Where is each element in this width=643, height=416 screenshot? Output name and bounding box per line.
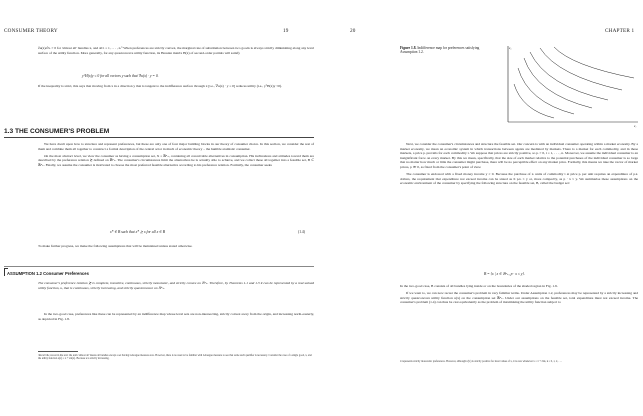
paragraph: If we want to, we can now recast the consumer's problem in very familiar terms. Under Assumption 1.2, preferences may be represented by a strictly increasing and strictly quasiconcave utility function u(x) on the consumption set ℝⁿ₊. Under our assumptions on the feasible set, total expenditure must not exceed income. The consumer's problem (1.4) can thus be cast equivalently as the problem of maximising the utility function subject to [400, 290, 638, 305]
paragraph: In the two-good case, B consists of all bundles lying inside or on the boundaries of the shaded region in Fig. 1.9. [400, 284, 558, 288]
paragraph: The consumer's preference relation ≿ is complete, transitive, continuous, strictly monotonic, and strictly convex on ℝⁿ₊. Therefore, by Theorems 1.1 and 1.3 it can be represented by a real-valued utility function, u, that is continuous, strictly increasing, and strictly quasiconcave on ℝⁿ₊. [38, 281, 314, 290]
section-rule [4, 137, 314, 138]
equation-budget-set: B = {x | x ∈ ℝⁿ₊, p · x ≤ y}. [484, 272, 525, 276]
paragraph: If the inequality is strict, this says that moving from x in a direction y that is tangent to the indifference surface through x [i.e., ∇u(x) · y = 0] reduces utility (i.e., yᵀH(x)y <0). [38, 84, 282, 88]
indifference-curve [518, 68, 574, 114]
right-body [400, 142, 638, 188]
running-title-right: CHAPTER 1 [605, 28, 635, 34]
paragraph: In the two-good case, preferences like these can be represented by an indifference map whose level sets are non-intersecting, strictly convex away from the origin, and increasing north-easterly, as depicted in Fig. 1.8. [38, 312, 314, 321]
indifference-curve [554, 47, 634, 78]
body-text-tangent [38, 84, 314, 91]
footnote-left: ⁵Recall the caveat in the text: the term 'almost all' means all bundles except a set having Lebesgue measure zero. However, there is no need to be familiar with Lebesgue measure to see that some such qualifier is necessary. Consider the case of a single good, x, and the utility function u(x) = x + sin(x). Because u is strictly increasing, [38, 354, 312, 361]
assumption-body [38, 281, 314, 293]
page-number-left: 19 [283, 28, 289, 34]
paragraph: We have dwelt upon how to structure and represent preferences, but these are only one of four major building blocks in our theory of consumer choice. In this section, we consider the rest of them and combine them all together to construct a formal description of the central actor in much of economic theory – the humble atomistic consumer. [38, 142, 314, 151]
indifference-curve [530, 52, 608, 100]
figure-label: Figure 1.8. [400, 46, 417, 50]
right-page [324, 0, 643, 416]
section-body [38, 142, 314, 170]
figure-caption [400, 46, 492, 55]
body-text-assumptions [38, 244, 314, 251]
paragraph: The consumer is endowed with a fixed money income y ≥ 0. Because the purchase of xᵢ units of commodity i at price pᵢ per unit requires an expenditure of pᵢxᵢ dollars, the requirement that expenditure not exceed income can be stated as Σ pᵢxᵢ ≤ y or, more compactly, as p · x ≤ y. We summarise these assumptions on the economic environment of the consumer by specifying the following structure on the feasible set, B, called the budget set: [400, 171, 638, 186]
assumption-heading: ASSUMPTION 1.2 Consumer Preferences [7, 271, 89, 276]
paragraph: To make further progress, we make the following assumptions that will be maintained unless stated otherwise. [38, 244, 193, 248]
page-number-right: 20 [350, 28, 356, 34]
footnote-right: it represents strictly monotonic preferences. However, although u'(x) is strictly positive for most values of x, it is zero whenever x = π + 2πk, k = 0, 1, 2, . . . [400, 360, 562, 363]
y-axis-label: x₂ [509, 46, 512, 50]
indifference-curve [540, 48, 622, 90]
left-page [0, 0, 318, 416]
figure-caption-text: Indifference map for preferences satisfying Assumption 1.2. [400, 46, 480, 55]
body-text-indifference [38, 312, 314, 324]
paragraph: Next, we consider the consumer's circumstances and structure the feasible set. Our concern is with an individual consumer operating within a market economy. By a market economy, we mean an economic system in which transactions between agents are mediated by markets. There is a market for each commodity, and in these markets, a price pᵢ prevails for each commodity i. We suppose that prices are strictly positive, so pᵢ > 0, i = 1, . . . , n. Moreover, we assume the individual consumer is an insignificant force on every market. By this we mean, specifically, that the size of each market relative to the potential purchases of the individual consumer is so large that no matter how much or little the consumer might purchase, there will be no perceptible effect on any market price. Formally, this means we take the vector of market prices, p ≫ 0, as fixed from the consumer's point of view. [400, 142, 638, 169]
equation-consumer-problem: x* ∈ B such that x* ≿ x for all x ∈ B [110, 230, 166, 234]
section-heading: 1.3 THE CONSUMER'S PROBLEM [4, 128, 110, 135]
equation-hessian: yᵀH(x)y ≤ 0 for all vectors y such that ∇u(x) · y = 0. [82, 74, 159, 78]
equation-number: (1.4) [298, 230, 305, 234]
paragraph: On the most abstract level, we view the consumer as having a consumption set, X = ℝⁿ₊, containing all conceivable alternatives in consumption. His inclinations and attitudes toward them are described by the preference relation ≿ defined on ℝⁿ₊. The consumer's circumstances limit the alternatives he is actually able to achieve, and we collect these all together into a feasible set, B ⊂ ℝⁿ₊. Finally, we assume the consumer is motivated to choose the most preferred feasible alternative according to his preference relation. Formally, the consumer seeks [38, 153, 314, 167]
body-text-top [38, 46, 314, 58]
right-body-lower [400, 284, 638, 307]
indifference-map-figure [500, 44, 640, 128]
running-title-left: CONSUMER THEORY [4, 28, 58, 34]
paragraph: ∂u(x)/∂xᵢ > 0 for 'almost all' bundles x, and all i = 1, . . . , n.⁵ When preferences are strictly convex, the marginal rate of substitution between two goods is always strictly diminishing along any level surface of the utility function. More generally, for any quasiconcave utility function, its Hessian matrix H(x) of second-order partials will satisfy [38, 46, 314, 55]
x-axis-label: x₁ [634, 124, 637, 128]
